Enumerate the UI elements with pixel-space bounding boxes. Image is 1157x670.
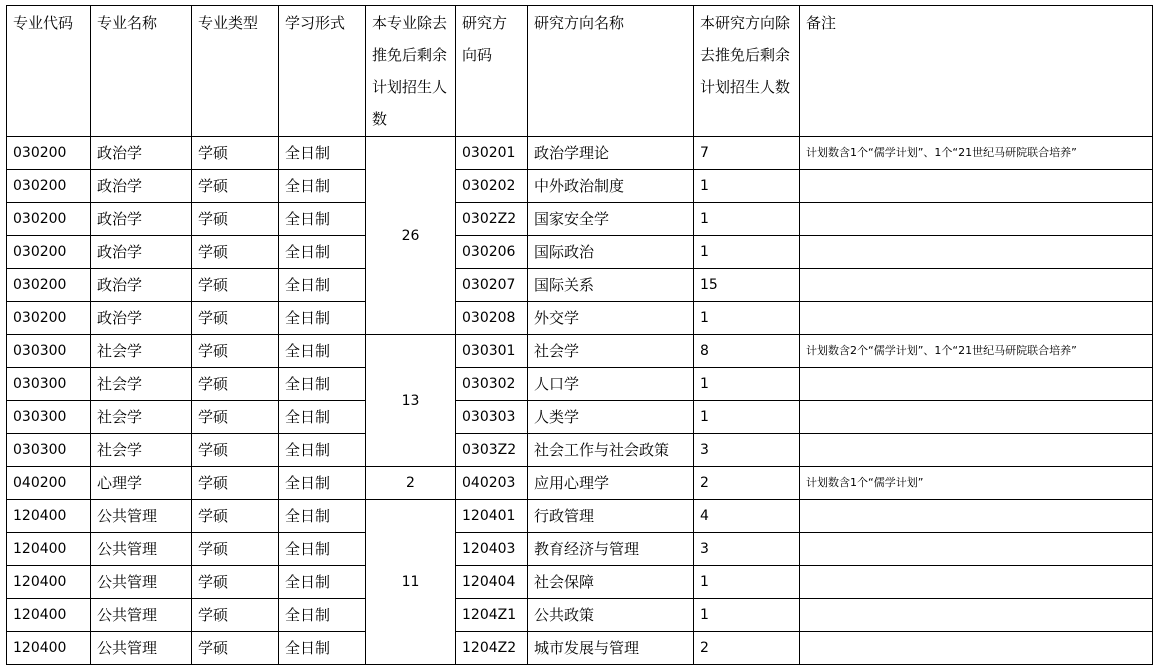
- major-name-cell: 政治学: [91, 236, 192, 269]
- major-type-cell: 学硕: [192, 335, 279, 368]
- remarks-cell: [800, 302, 1153, 335]
- study-mode-cell: 全日制: [279, 335, 366, 368]
- major-code-cell: 120400: [7, 566, 91, 599]
- major-code-cell: 120400: [7, 533, 91, 566]
- table-row: [7, 434, 1153, 467]
- direction-remaining-cell: 1: [694, 170, 800, 203]
- direction-name-cell: 国家安全学: [528, 203, 694, 236]
- direction-name-cell: 外交学: [528, 302, 694, 335]
- major-name-cell: 社会学: [91, 434, 192, 467]
- major-name-cell: 公共管理: [91, 533, 192, 566]
- major-code-cell: 030200: [7, 170, 91, 203]
- study-mode-cell: 全日制: [279, 401, 366, 434]
- major-code-cell: 120400: [7, 632, 91, 665]
- direction-code-cell: 1204Z2: [456, 632, 528, 665]
- major-type-cell: 学硕: [192, 170, 279, 203]
- table-row: [7, 401, 1153, 434]
- direction-remaining-cell: 2: [694, 632, 800, 665]
- direction-remaining-cell: 1: [694, 599, 800, 632]
- major-remaining-cell: 2: [366, 467, 456, 500]
- direction-name-cell: 国际关系: [528, 269, 694, 302]
- direction-remaining-cell: 3: [694, 533, 800, 566]
- major-type-cell: 学硕: [192, 368, 279, 401]
- remarks-cell: [800, 203, 1153, 236]
- header-major-name: 专业名称: [91, 6, 192, 137]
- header-direction-remaining: 本研究方向除去推免后剩余计划招生人数: [694, 6, 800, 137]
- major-type-cell: 学硕: [192, 632, 279, 665]
- direction-code-cell: 030206: [456, 236, 528, 269]
- study-mode-cell: 全日制: [279, 599, 366, 632]
- table-row: [7, 302, 1153, 335]
- table-row: [7, 368, 1153, 401]
- direction-code-cell: 120403: [456, 533, 528, 566]
- major-remaining-cell: 26: [366, 137, 456, 335]
- header-direction-name: 研究方向名称: [528, 6, 694, 137]
- remarks-cell: [800, 170, 1153, 203]
- major-name-cell: 公共管理: [91, 632, 192, 665]
- remarks-cell: [800, 632, 1153, 665]
- major-type-cell: 学硕: [192, 566, 279, 599]
- major-type-cell: 学硕: [192, 203, 279, 236]
- major-code-cell: 120400: [7, 599, 91, 632]
- remarks-cell: [800, 599, 1153, 632]
- table-row: [7, 137, 1153, 170]
- direction-remaining-cell: 1: [694, 401, 800, 434]
- major-code-cell: 030300: [7, 401, 91, 434]
- table-row: [7, 467, 1153, 500]
- direction-code-cell: 030303: [456, 401, 528, 434]
- table-row: [7, 269, 1153, 302]
- direction-code-cell: 030302: [456, 368, 528, 401]
- study-mode-cell: 全日制: [279, 302, 366, 335]
- major-type-cell: 学硕: [192, 137, 279, 170]
- major-name-cell: 社会学: [91, 401, 192, 434]
- remarks-cell: [800, 401, 1153, 434]
- major-name-cell: 政治学: [91, 203, 192, 236]
- direction-remaining-cell: 4: [694, 500, 800, 533]
- study-mode-cell: 全日制: [279, 632, 366, 665]
- direction-name-cell: 行政管理: [528, 500, 694, 533]
- direction-remaining-cell: 3: [694, 434, 800, 467]
- remarks-cell: [800, 533, 1153, 566]
- direction-code-cell: 030207: [456, 269, 528, 302]
- major-name-cell: 公共管理: [91, 566, 192, 599]
- table-row: [7, 632, 1153, 665]
- major-type-cell: 学硕: [192, 236, 279, 269]
- study-mode-cell: 全日制: [279, 467, 366, 500]
- major-type-cell: 学硕: [192, 467, 279, 500]
- study-mode-cell: 全日制: [279, 368, 366, 401]
- direction-remaining-cell: 7: [694, 137, 800, 170]
- major-name-cell: 公共管理: [91, 599, 192, 632]
- remarks-cell: 计划数含1个“儒学计划”: [800, 467, 1153, 500]
- major-name-cell: 政治学: [91, 269, 192, 302]
- major-type-cell: 学硕: [192, 401, 279, 434]
- header-major-code: 专业代码: [7, 6, 91, 137]
- direction-remaining-cell: 15: [694, 269, 800, 302]
- table-row: [7, 335, 1153, 368]
- direction-name-cell: 社会保障: [528, 566, 694, 599]
- major-type-cell: 学硕: [192, 500, 279, 533]
- study-mode-cell: 全日制: [279, 500, 366, 533]
- major-code-cell: 030300: [7, 368, 91, 401]
- major-name-cell: 公共管理: [91, 500, 192, 533]
- major-remaining-cell: 13: [366, 335, 456, 467]
- major-name-cell: 社会学: [91, 335, 192, 368]
- header-row: [7, 6, 1153, 137]
- major-name-cell: 社会学: [91, 368, 192, 401]
- major-code-cell: 030300: [7, 335, 91, 368]
- major-code-cell: 030200: [7, 269, 91, 302]
- major-type-cell: 学硕: [192, 302, 279, 335]
- table-row: [7, 566, 1153, 599]
- major-name-cell: 政治学: [91, 137, 192, 170]
- remarks-cell: [800, 434, 1153, 467]
- major-code-cell: 030200: [7, 302, 91, 335]
- header-study-mode: 学习形式: [279, 6, 366, 137]
- direction-name-cell: 应用心理学: [528, 467, 694, 500]
- direction-remaining-cell: 1: [694, 236, 800, 269]
- study-mode-cell: 全日制: [279, 137, 366, 170]
- table-row: [7, 599, 1153, 632]
- study-mode-cell: 全日制: [279, 203, 366, 236]
- header-major-type: 专业类型: [192, 6, 279, 137]
- direction-code-cell: 030202: [456, 170, 528, 203]
- direction-remaining-cell: 1: [694, 566, 800, 599]
- study-mode-cell: 全日制: [279, 533, 366, 566]
- study-mode-cell: 全日制: [279, 269, 366, 302]
- direction-remaining-cell: 2: [694, 467, 800, 500]
- major-type-cell: 学硕: [192, 533, 279, 566]
- direction-name-cell: 人类学: [528, 401, 694, 434]
- major-code-cell: 030200: [7, 236, 91, 269]
- enrollment-plan-table: [6, 5, 1153, 665]
- direction-remaining-cell: 1: [694, 302, 800, 335]
- major-type-cell: 学硕: [192, 599, 279, 632]
- direction-name-cell: 社会学: [528, 335, 694, 368]
- study-mode-cell: 全日制: [279, 434, 366, 467]
- direction-name-cell: 城市发展与管理: [528, 632, 694, 665]
- remarks-cell: [800, 566, 1153, 599]
- direction-remaining-cell: 1: [694, 203, 800, 236]
- header-direction-code: 研究方向码: [456, 6, 528, 137]
- table-row: [7, 533, 1153, 566]
- remarks-cell: [800, 368, 1153, 401]
- major-code-cell: 030200: [7, 137, 91, 170]
- major-name-cell: 政治学: [91, 170, 192, 203]
- remarks-cell: [800, 500, 1153, 533]
- direction-code-cell: 120401: [456, 500, 528, 533]
- remarks-cell: [800, 236, 1153, 269]
- remarks-cell: 计划数含1个“儒学计划”、1个“21世纪马研院联合培养”: [800, 137, 1153, 170]
- direction-remaining-cell: 8: [694, 335, 800, 368]
- header-remarks: 备注: [800, 6, 1153, 137]
- direction-code-cell: 030301: [456, 335, 528, 368]
- table-row: [7, 170, 1153, 203]
- major-code-cell: 030300: [7, 434, 91, 467]
- direction-name-cell: 中外政治制度: [528, 170, 694, 203]
- direction-code-cell: 0303Z2: [456, 434, 528, 467]
- study-mode-cell: 全日制: [279, 170, 366, 203]
- header-major-remaining: 本专业除去推免后剩余计划招生人数: [366, 6, 456, 137]
- remarks-cell: 计划数含2个“儒学计划”、1个“21世纪马研院联合培养”: [800, 335, 1153, 368]
- direction-code-cell: 040203: [456, 467, 528, 500]
- table-row: [7, 203, 1153, 236]
- table-row: [7, 500, 1153, 533]
- table-row: [7, 236, 1153, 269]
- direction-name-cell: 社会工作与社会政策: [528, 434, 694, 467]
- major-name-cell: 心理学: [91, 467, 192, 500]
- direction-code-cell: 030208: [456, 302, 528, 335]
- major-name-cell: 政治学: [91, 302, 192, 335]
- direction-code-cell: 030201: [456, 137, 528, 170]
- major-type-cell: 学硕: [192, 434, 279, 467]
- major-remaining-cell: 11: [366, 500, 456, 665]
- direction-name-cell: 公共政策: [528, 599, 694, 632]
- major-type-cell: 学硕: [192, 269, 279, 302]
- study-mode-cell: 全日制: [279, 236, 366, 269]
- direction-code-cell: 0302Z2: [456, 203, 528, 236]
- major-code-cell: 030200: [7, 203, 91, 236]
- major-code-cell: 040200: [7, 467, 91, 500]
- direction-name-cell: 教育经济与管理: [528, 533, 694, 566]
- remarks-cell: [800, 269, 1153, 302]
- direction-name-cell: 人口学: [528, 368, 694, 401]
- major-code-cell: 120400: [7, 500, 91, 533]
- direction-code-cell: 1204Z1: [456, 599, 528, 632]
- direction-code-cell: 120404: [456, 566, 528, 599]
- direction-remaining-cell: 1: [694, 368, 800, 401]
- table-body: [7, 137, 1153, 665]
- study-mode-cell: 全日制: [279, 566, 366, 599]
- direction-name-cell: 国际政治: [528, 236, 694, 269]
- direction-name-cell: 政治学理论: [528, 137, 694, 170]
